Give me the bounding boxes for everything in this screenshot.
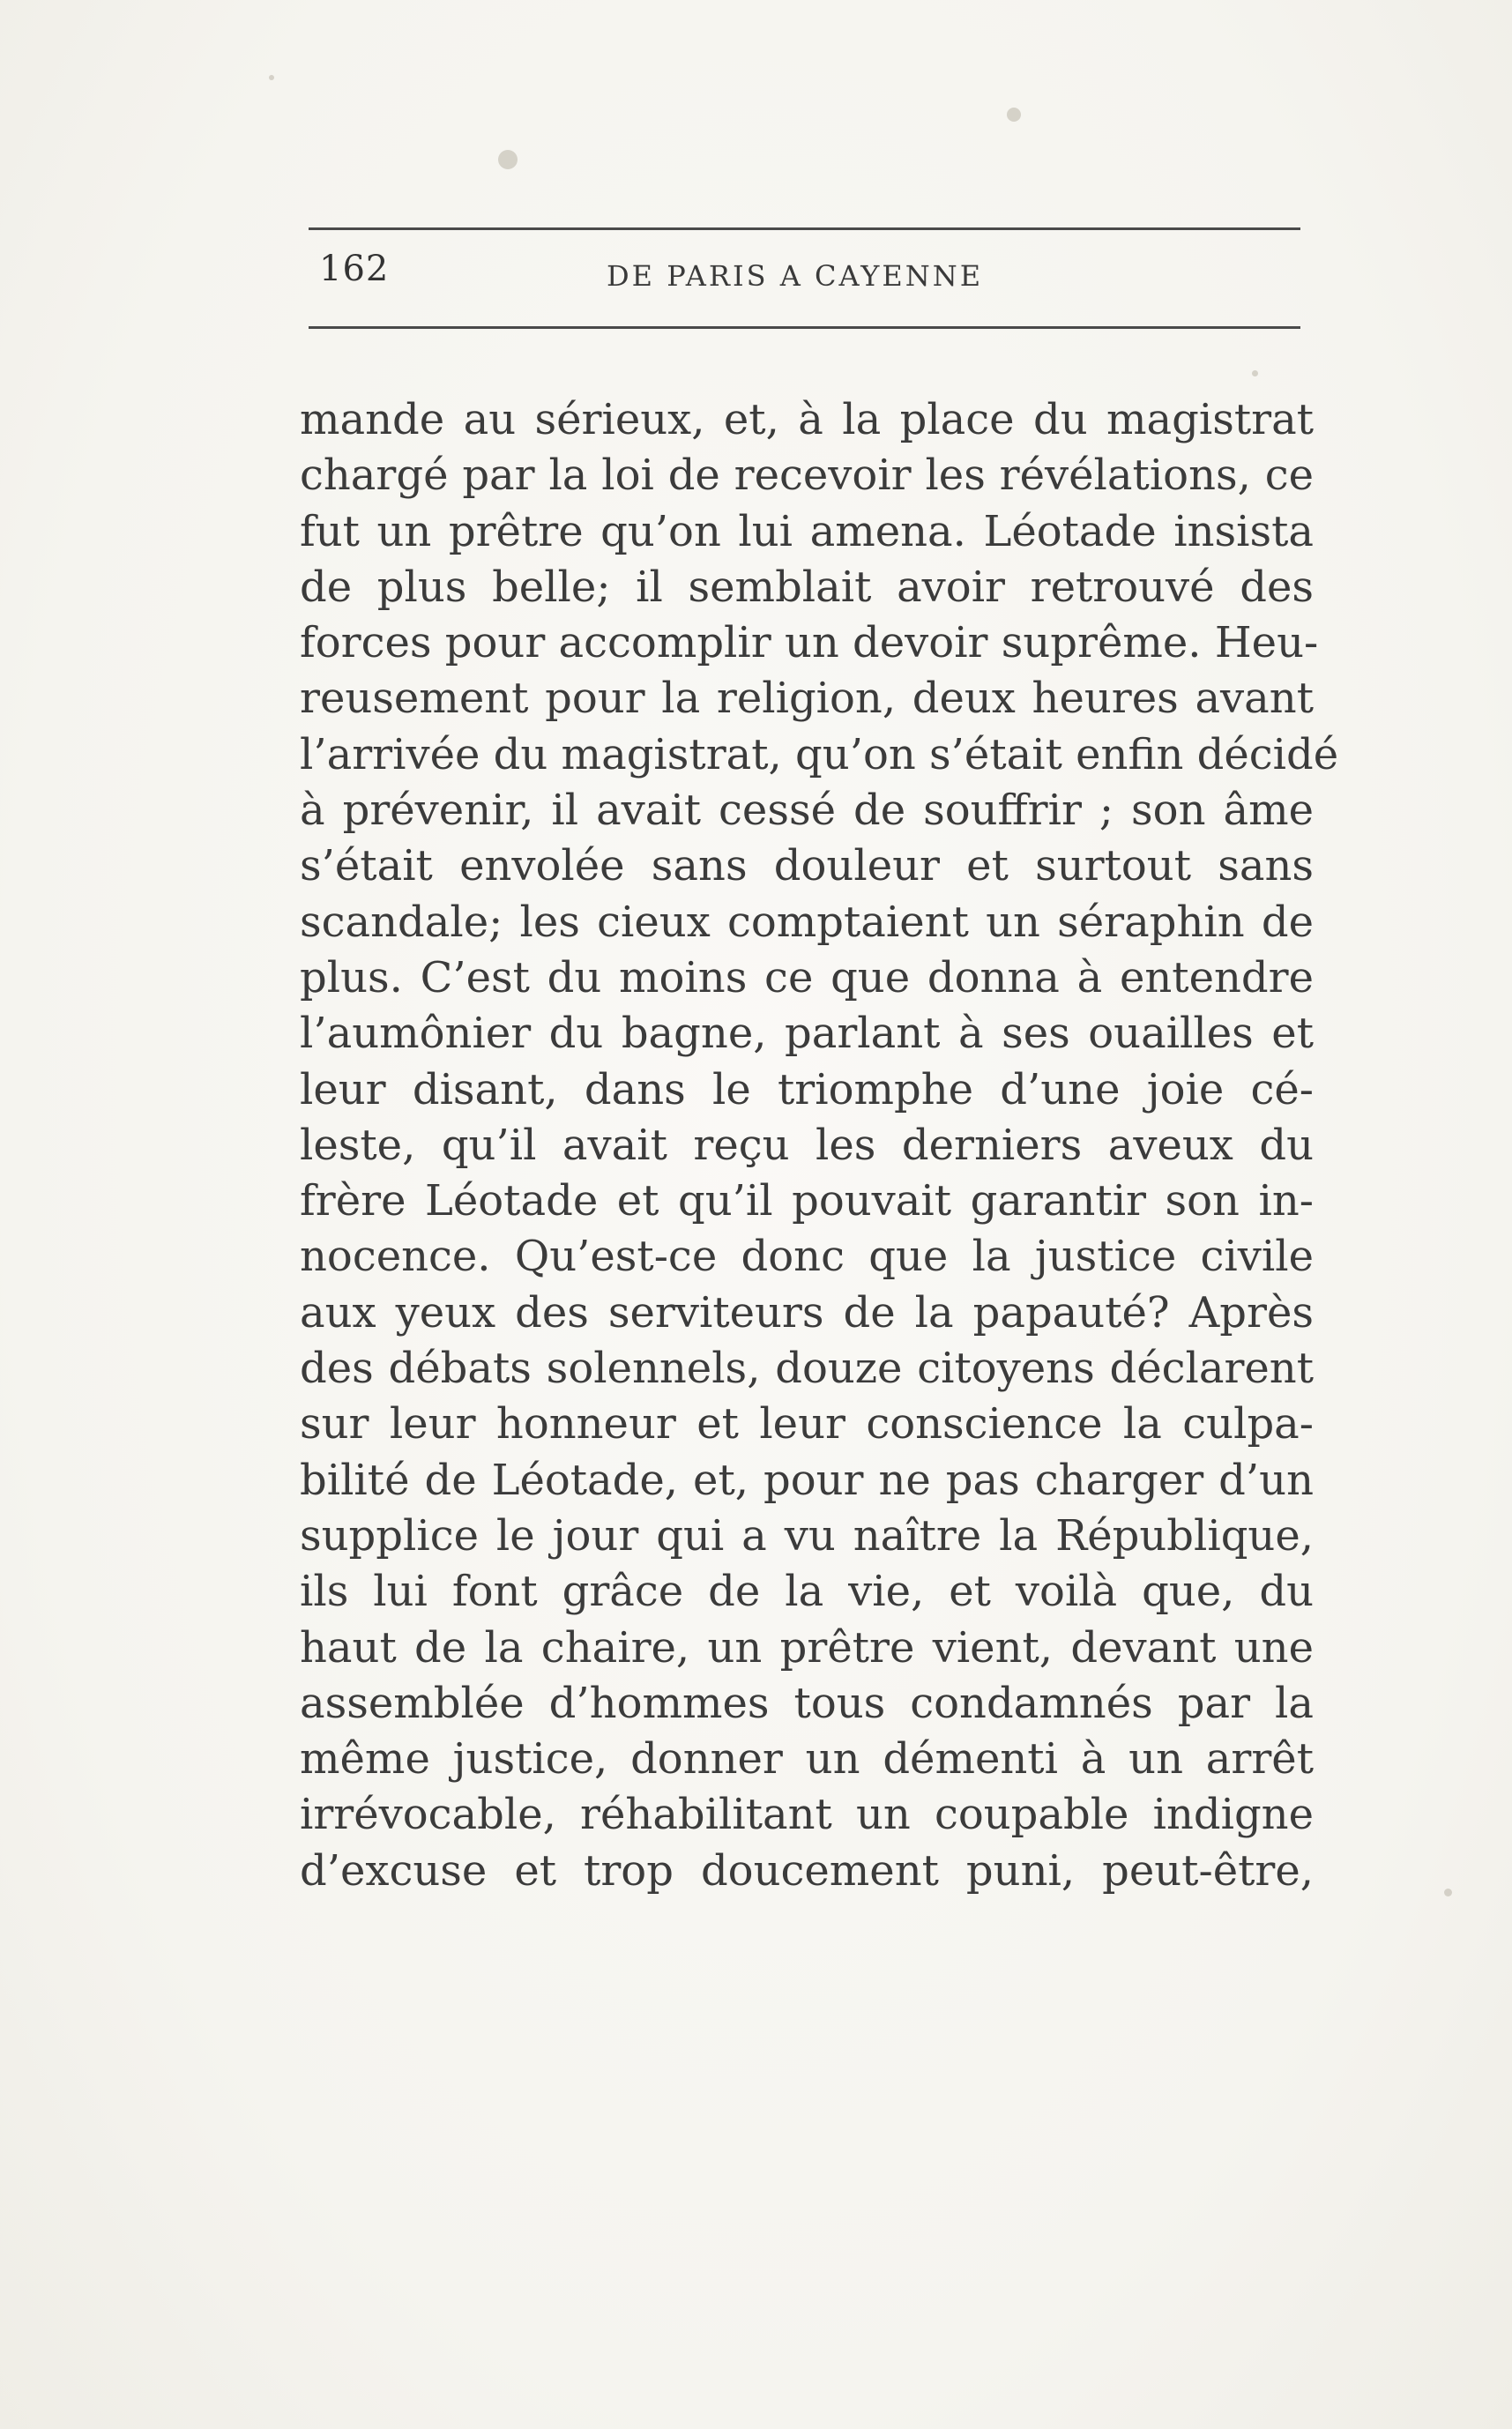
text-line: forces pour accomplir un devoir suprême. Heu-: [300, 618, 1319, 668]
text-line: fut un prêtre qu’on lui amena. Léotade insista: [300, 506, 1314, 556]
text-line: reusement pour la religion, deux heures avant: [300, 674, 1314, 724]
text-line: même justice, donner un démenti à un arrêt: [300, 1734, 1314, 1784]
paper-speck: [498, 150, 518, 169]
text-line: scandale; les cieux comptaient un séraphin de: [300, 897, 1314, 947]
text-line: irrévocable, réhabilitant un coupable indigne: [300, 1790, 1314, 1840]
paper-speck: [1007, 108, 1021, 122]
page-number: 162: [319, 249, 390, 289]
text-line: de plus belle; il semblait avoir retrouvé des: [300, 562, 1314, 612]
text-line: l’arrivée du magistrat, qu’on s’était enfin décidé: [300, 729, 1339, 779]
text-line: ils lui font grâce de la vie, et voilà que, du: [300, 1567, 1314, 1617]
text-line: nocence. Qu’est-ce donc que la justice civile: [300, 1232, 1314, 1282]
text-line: bilité de Léotade, et, pour ne pas charger d’un: [300, 1455, 1314, 1505]
text-line: assemblée d’hommes tous condamnés par la: [300, 1678, 1314, 1728]
running-head: DE PARIS A CAYENNE: [607, 259, 984, 293]
paper-speck: [269, 75, 274, 80]
text-line: l’aumônier du bagne, parlant à ses ouailles et: [300, 1009, 1314, 1059]
text-line: aux yeux des serviteurs de la papauté? Après: [300, 1287, 1314, 1337]
header-top-rule: [309, 227, 1300, 230]
paper-speck: [1252, 370, 1258, 376]
body-text: [300, 392, 1339, 1899]
text-line: frère Léotade et qu’il pouvait garantir son in-: [300, 1176, 1314, 1226]
text-line: leur disant, dans le triomphe d’une joie cé-: [300, 1064, 1314, 1114]
text-line: supplice le jour qui a vu naître la République,: [300, 1510, 1314, 1561]
text-line: sur leur honneur et leur conscience la culpa-: [300, 1399, 1314, 1449]
text-line: plus. C’est du moins ce que donna à entendre: [300, 952, 1314, 1002]
text-line: à prévenir, il avait cessé de souffrir ; son âme: [300, 786, 1314, 836]
text-line: chargé par la loi de recevoir les révélations, ce: [300, 451, 1314, 501]
paper-speck: [1444, 1889, 1452, 1896]
text-line: leste, qu’il avait reçu les derniers aveux du: [300, 1120, 1314, 1170]
text-line: mande au sérieux, et, à la place du magistrat: [300, 395, 1314, 444]
header-bottom-rule: [309, 326, 1300, 329]
text-line: d’excuse et trop doucement puni, peut-être,: [300, 1845, 1314, 1896]
text-line: s’était envolée sans douleur et surtout sans: [300, 841, 1314, 891]
text-line: des débats solennels, douze citoyens déclarent: [300, 1344, 1314, 1394]
text-line: haut de la chaire, un prêtre vient, devant une: [300, 1622, 1314, 1673]
